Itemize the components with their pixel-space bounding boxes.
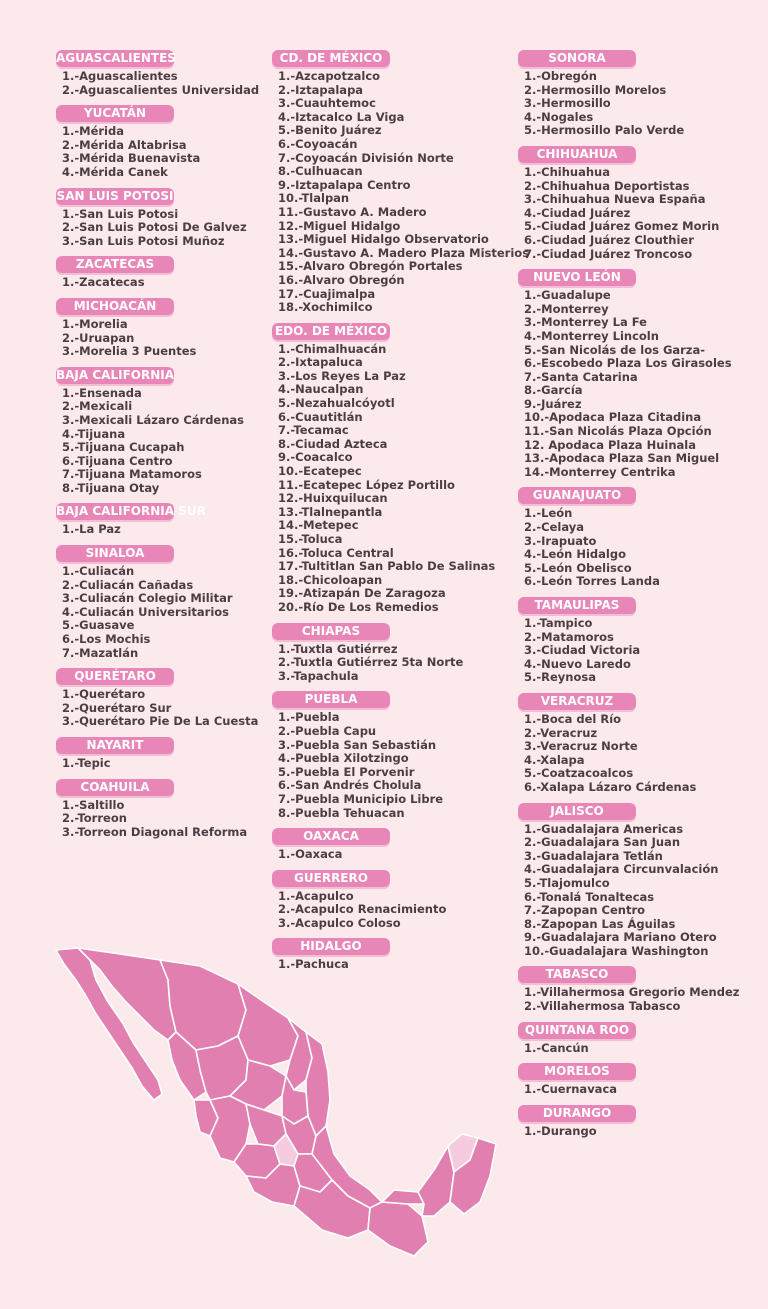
store-list xyxy=(272,848,512,862)
state-header: SONORA xyxy=(518,50,636,67)
store-item: 1.-Tuxtla Gutiérrez xyxy=(278,641,398,656)
state-block-sonora xyxy=(518,50,758,138)
store-item: 4.-Xalapa xyxy=(524,752,585,767)
store-item: 5.-Hermosillo Palo Verde xyxy=(524,123,685,138)
store-item: 1.-Puebla xyxy=(278,710,340,725)
store-item: 2.-Puebla Capu xyxy=(278,723,377,738)
store-item: 12. Apodaca Plaza Huinala xyxy=(524,437,696,452)
store-item: 6.-Escobedo Plaza Los Girasoles xyxy=(524,356,732,371)
state-block-jalisco xyxy=(518,803,758,959)
store-item: 1.-Chimalhuacán xyxy=(278,341,387,356)
store-item: 6.-Coyoacán xyxy=(278,136,358,151)
store-item: 2.-Acapulco Renacimiento xyxy=(278,902,447,917)
store-list xyxy=(272,890,512,931)
state-header: COAHUILA xyxy=(56,779,174,796)
store-item: 13.-Apodaca Plaza San Miguel xyxy=(524,451,720,466)
state-block-san-luis-potosi xyxy=(56,188,266,249)
store-list xyxy=(518,713,758,795)
state-header: HIDALGO xyxy=(272,938,390,955)
store-item: 2.-Matamoros xyxy=(524,629,614,644)
state-block-baja-california-sur xyxy=(56,503,266,537)
store-item: 7.-Coyoacán División Norte xyxy=(278,150,454,165)
state-header: YUCATÁN xyxy=(56,105,174,122)
store-item: 3.-Mérida Buenavista xyxy=(62,151,201,166)
state-block-guanajuato xyxy=(518,487,758,589)
store-item: 4.-Tijuana xyxy=(62,426,126,441)
store-list xyxy=(56,757,266,771)
state-block-sinaloa xyxy=(56,545,266,660)
store-item: 2.-Mexicali xyxy=(62,399,133,414)
store-item: 5.-Tlajomulco xyxy=(524,875,610,890)
store-item: 3.-Torreon Diagonal Reforma xyxy=(62,824,248,839)
store-list xyxy=(272,69,530,315)
store-item: 6.-Xalapa Lázaro Cárdenas xyxy=(524,779,697,794)
store-item: 3.-Guadalajara Tetlán xyxy=(524,848,663,863)
state-header: NAYARIT xyxy=(56,737,174,754)
store-item: 5.-Coatzacoalcos xyxy=(524,766,634,781)
store-item: 4.-Guadalajara Circunvalación xyxy=(524,862,719,877)
store-item: 17.-Cuajimalpa xyxy=(278,286,376,301)
store-item: 6.-Los Mochis xyxy=(62,632,151,647)
store-list xyxy=(272,711,512,820)
store-item: 11.-Ecatepec López Portillo xyxy=(278,477,455,492)
state-header: ZACATECAS xyxy=(56,256,174,273)
store-item: 3.-Monterrey La Fe xyxy=(524,315,647,330)
store-list xyxy=(56,565,266,660)
store-item: 8.-Ciudad Azteca xyxy=(278,436,388,451)
store-list xyxy=(56,387,266,496)
store-item: 1.-Tampico xyxy=(524,616,593,630)
mexico-map-icon xyxy=(50,940,510,1260)
state-header: TAMAULIPAS xyxy=(518,597,636,614)
store-column-1 xyxy=(56,50,266,847)
store-list xyxy=(518,986,758,1013)
store-item: 20.-Río De Los Remedios xyxy=(278,599,439,614)
store-item: 10.-Tlalpan xyxy=(278,191,350,206)
store-item: 8.-Puebla Tehuacan xyxy=(278,805,405,820)
state-header: EDO. DE MÉXICO xyxy=(272,323,390,340)
store-item: 1.-Mérida xyxy=(62,124,124,139)
state-block-cd-de-mexico xyxy=(272,50,530,315)
store-item: 12.-Miguel Hidalgo xyxy=(278,218,401,233)
store-item: 14.-Metepec xyxy=(278,518,359,533)
state-header: GUANAJUATO xyxy=(518,487,636,504)
store-item: 1.-Saltillo xyxy=(62,797,125,812)
store-list xyxy=(56,70,266,97)
store-item: 13.-Miguel Hidalgo Observatorio xyxy=(278,232,489,247)
store-item: 5.-Benito Juárez xyxy=(278,123,382,138)
state-header: NUEVO LEÓN xyxy=(518,269,636,286)
store-list xyxy=(272,343,512,615)
store-item: 10.-Guadalajara Washington xyxy=(524,943,709,958)
store-item: 1.-Boca del Río xyxy=(524,711,622,726)
store-item: 7.-Tijuana Matamoros xyxy=(62,467,202,482)
store-item: 3.-Puebla San Sebastián xyxy=(278,737,437,752)
store-item: 13.-Tlalnepantla xyxy=(278,504,383,519)
store-item: 11.-San Nicolás Plaza Opción xyxy=(524,424,712,439)
state-header: OAXACA xyxy=(272,828,390,845)
store-item: 2.-Tuxtla Gutiérrez 5ta Norte xyxy=(278,655,464,670)
store-item: 1.-Chihuahua xyxy=(524,164,610,179)
store-item: 11.-Gustavo A. Madero xyxy=(278,204,427,219)
store-column-3 xyxy=(518,50,758,1146)
store-list xyxy=(56,276,266,290)
store-item: 7.-Mazatlán xyxy=(62,645,139,660)
store-item: 3.-Acapulco Coloso xyxy=(278,915,401,930)
store-list xyxy=(518,70,758,138)
store-item: 16.-Toluca Central xyxy=(278,545,394,560)
state-header: BAJA CALIFORNIA SUR xyxy=(56,504,206,519)
store-item: 9.-Juárez xyxy=(524,396,582,411)
store-item: 8.-Tijuana Otay xyxy=(62,480,160,495)
store-item: 14.-Gustavo A. Madero Plaza Misterios xyxy=(278,245,530,260)
state-block-nayarit xyxy=(56,737,266,771)
state-header: QUERÉTARO xyxy=(56,668,174,685)
store-item: 5.-San Nicolás de los Garza- xyxy=(524,342,706,357)
store-item: 6.-San Andrés Cholula xyxy=(278,778,422,793)
store-item: 17.-Tultitlan San Pablo De Salinas xyxy=(278,559,496,574)
state-block-yucatan xyxy=(56,105,266,179)
state-block-tabasco xyxy=(518,966,758,1013)
state-block-chiapas xyxy=(272,623,512,684)
store-item: 4.-Puebla Xilotzingo xyxy=(278,751,409,766)
store-item: 14.-Monterrey Centrika xyxy=(524,464,676,479)
store-list xyxy=(56,688,266,729)
store-item: 7.-Puebla Municipio Libre xyxy=(278,791,444,806)
store-item: 1.-Guadalupe xyxy=(524,288,611,303)
store-list xyxy=(518,1125,758,1139)
store-item: 1.-Zacatecas xyxy=(62,275,145,290)
state-block-baja-california xyxy=(56,367,266,496)
store-list xyxy=(518,617,758,685)
store-item: 5.-Nezahualcóyotl xyxy=(278,396,395,411)
store-item: 2.-Veracruz xyxy=(524,725,598,740)
store-item: 7.-Zapopan Centro xyxy=(524,903,646,918)
store-list xyxy=(272,643,512,684)
store-item: 3.-Ciudad Victoria xyxy=(524,643,641,658)
store-list xyxy=(56,125,266,179)
store-item: 8.-García xyxy=(524,383,583,398)
store-item: 7.-Ciudad Juárez Troncoso xyxy=(524,246,693,261)
state-block-puebla xyxy=(272,691,512,820)
store-item: 1.-Durango xyxy=(524,1123,597,1138)
state-header: MICHOACÁN xyxy=(56,298,174,315)
store-item: 10.-Ecatepec xyxy=(278,464,362,479)
state-block-durango xyxy=(518,1105,758,1139)
store-item: 1.-La Paz xyxy=(62,522,121,537)
state-header: DURANGO xyxy=(518,1105,636,1122)
store-item: 6.-Tonalá Tonaltecas xyxy=(524,889,655,904)
state-header: PUEBLA xyxy=(272,691,390,708)
store-item: 6.-Tijuana Centro xyxy=(62,453,173,468)
store-item: 19.-Atizapán De Zaragoza xyxy=(278,586,446,601)
store-item: 5.-Guasave xyxy=(62,618,135,633)
store-item: 3.-Querétaro Pie De La Cuesta xyxy=(62,714,259,729)
store-item: 1.-Acapulco xyxy=(278,888,354,903)
store-item: 9.-Guadalajara Mariano Otero xyxy=(524,930,717,945)
store-item: 1.-Culiacán xyxy=(62,564,135,579)
store-item: 1.-Azcapotzalco xyxy=(278,69,381,83)
store-item: 3.-Morelia 3 Puentes xyxy=(62,344,197,359)
store-item: 2.-Mérida Altabrisa xyxy=(62,137,187,152)
store-list xyxy=(518,1083,758,1097)
state-block-edo-de-mexico xyxy=(272,323,512,615)
store-item: 3.-San Luis Potosi Muñoz xyxy=(62,233,225,248)
store-item: 3.-Culiacán Colegio Militar xyxy=(62,591,233,606)
store-item: 4.-Ciudad Juárez xyxy=(524,205,631,220)
state-block-quintana-roo xyxy=(518,1022,758,1056)
store-item: 2.-Torreon xyxy=(62,811,127,826)
store-item: 3.-Cuauhtemoc xyxy=(278,96,376,111)
store-list xyxy=(56,523,266,537)
state-block-guerrero xyxy=(272,870,512,931)
store-item: 8.-Zapopan Las Águilas xyxy=(524,916,676,931)
state-block-aguascalientes xyxy=(56,50,266,97)
store-item: 1.-Querétaro xyxy=(62,687,146,702)
store-item: 1.-Cancún xyxy=(524,1040,589,1055)
store-list xyxy=(518,166,758,261)
store-list xyxy=(56,318,266,359)
state-header: SAN LUIS POTOSI xyxy=(56,188,174,203)
store-item: 4.-Iztacalco La Viga xyxy=(278,109,405,124)
store-list xyxy=(518,289,758,479)
store-item: 2.-Celaya xyxy=(524,520,584,535)
store-item: 3.-Tapachula xyxy=(278,668,359,683)
state-block-queretaro xyxy=(56,668,266,729)
store-item: 3.-Chihuahua Nueva España xyxy=(524,192,706,207)
store-item: 1.-Guadalajara Americas xyxy=(524,821,684,836)
store-item: 5.-Reynosa xyxy=(524,670,596,685)
store-item: 1.-León xyxy=(524,506,573,521)
store-item: 12.-Huixquilucan xyxy=(278,491,388,506)
store-item: 15.-Alvaro Obregón Portales xyxy=(278,259,463,274)
state-header: CHIHUAHUA xyxy=(518,146,636,163)
store-item: 1.-Pachuca xyxy=(278,957,349,972)
store-item: 3.-Los Reyes La Paz xyxy=(278,368,406,383)
store-item: 2.-Hermosillo Morelos xyxy=(524,82,667,97)
state-header: BAJA CALIFORNIA xyxy=(56,367,175,382)
store-item: 7.-Tecamac xyxy=(278,423,349,438)
store-item: 6.-León Torres Landa xyxy=(524,574,660,589)
state-block-veracruz xyxy=(518,693,758,795)
store-item: 1.-Obregón xyxy=(524,69,597,83)
state-block-chihuahua xyxy=(518,146,758,261)
store-item: 2.-Chihuahua Deportistas xyxy=(524,178,690,193)
store-item: 2.-Guadalajara San Juan xyxy=(524,835,681,850)
store-item: 5.-Tijuana Cucapah xyxy=(62,440,185,455)
store-item: 2.-Iztapalapa xyxy=(278,82,364,97)
store-item: 2.-Uruapan xyxy=(62,330,135,345)
store-item: 9.-Coacalco xyxy=(278,450,353,465)
state-block-morelos xyxy=(518,1063,758,1097)
store-item: 4.-Monterrey Lincoln xyxy=(524,328,659,343)
state-header: GUERRERO xyxy=(272,870,390,887)
store-list xyxy=(518,507,758,589)
state-header: VERACRUZ xyxy=(518,693,636,710)
state-header: AGUASCALIENTES xyxy=(56,51,176,65)
store-item: 1.-Villahermosa Gregorio Mendez xyxy=(524,985,740,1000)
store-item: 6.-Ciudad Juárez Clouthier xyxy=(524,232,694,247)
state-block-zacatecas xyxy=(56,256,266,290)
state-header: QUINTANA ROO xyxy=(518,1022,636,1039)
store-item: 1.-San Luis Potosi xyxy=(62,206,179,221)
state-header: TABASCO xyxy=(518,966,636,983)
store-item: 1.-Cuernavaca xyxy=(524,1082,618,1097)
store-item: 18.-Chicoloapan xyxy=(278,572,383,587)
store-item: 1.-Tepic xyxy=(62,756,111,770)
store-item: 10.-Apodaca Plaza Citadina xyxy=(524,410,702,425)
store-list xyxy=(56,208,266,249)
state-block-coahuila xyxy=(56,779,266,840)
store-item: 15.-Toluca xyxy=(278,532,343,546)
store-list xyxy=(518,823,758,959)
store-list xyxy=(518,1042,758,1056)
store-item: 7.-Santa Catarina xyxy=(524,369,638,384)
state-header: CHIAPAS xyxy=(272,623,390,640)
state-header: SINALOA xyxy=(56,545,174,562)
store-item: 18.-Xochimilco xyxy=(278,300,373,315)
store-item: 2.-Culiacán Cañadas xyxy=(62,577,194,592)
state-block-nuevo-leon xyxy=(518,269,758,479)
state-block-tamaulipas xyxy=(518,597,758,685)
store-item: 4.-Naucalpan xyxy=(278,382,364,397)
store-item: 4.-León Hidalgo xyxy=(524,547,626,562)
store-item: 16.-Alvaro Obregón xyxy=(278,272,405,287)
store-item: 1.-Morelia xyxy=(62,316,128,331)
state-block-oaxaca xyxy=(272,828,512,862)
store-item: 3.-Mexicali Lázaro Cárdenas xyxy=(62,412,245,427)
store-item: 1.-Oaxaca xyxy=(278,847,343,862)
store-column-2 xyxy=(272,50,530,980)
store-item: 2.-Villahermosa Tabasco xyxy=(524,999,681,1014)
store-item: 8.-Culhuacan xyxy=(278,164,363,179)
store-item: 4.-Nogales xyxy=(524,109,594,124)
store-item: 2.-Querétaro Sur xyxy=(62,700,172,715)
state-header: CD. DE MÉXICO xyxy=(272,50,390,67)
store-item: 1.-Ensenada xyxy=(62,385,142,400)
store-item: 2.-Monterrey xyxy=(524,301,609,316)
store-item: 4.-Nuevo Laredo xyxy=(524,656,631,671)
store-item: 2.-Ixtapaluca xyxy=(278,355,363,370)
store-item: 3.-Veracruz Norte xyxy=(524,739,638,754)
store-item: 2.-San Luis Potosi De Galvez xyxy=(62,220,247,235)
store-item: 6.-Cuautitlán xyxy=(278,409,363,424)
state-header: MORELOS xyxy=(518,1063,636,1080)
store-item: 1.-Aguascalientes xyxy=(62,69,178,83)
store-item: 5.-León Obelisco xyxy=(524,560,632,575)
store-item: 5.-Puebla El Porvenir xyxy=(278,764,415,779)
store-list xyxy=(56,799,266,840)
store-item: 3.-Irapuato xyxy=(524,533,597,548)
state-header: JALISCO xyxy=(518,803,636,820)
state-block-michoacan xyxy=(56,298,266,359)
store-item: 9.-Iztapalapa Centro xyxy=(278,177,411,192)
store-item: 5.-Ciudad Juárez Gomez Morin xyxy=(524,219,720,234)
store-item: 3.-Hermosillo xyxy=(524,96,611,111)
store-item: 4.-Culiacán Universitarios xyxy=(62,604,230,619)
store-item: 4.-Mérida Canek xyxy=(62,164,168,179)
store-item: 2.-Aguascalientes Universidad xyxy=(62,82,260,97)
